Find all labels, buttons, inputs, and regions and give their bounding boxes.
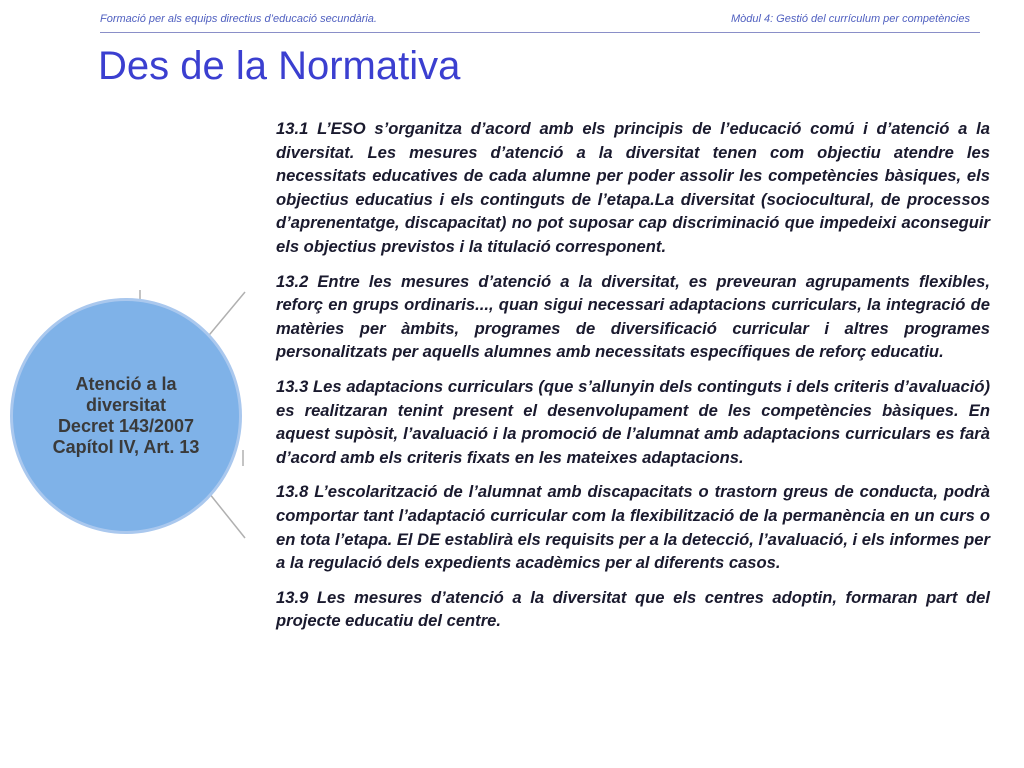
circle-line: Atenció a la [75, 374, 177, 394]
circle-line: Capítol IV, Art. 13 [52, 437, 200, 457]
header-divider [100, 32, 980, 33]
circle-line: Decret 143/2007 [57, 416, 195, 436]
header-left-text: Formació per als equips directius d’educació secundària. [100, 13, 377, 25]
paragraph-13-3: 13.3 Les adaptacions curriculars (que s’allunyin dels continguts i dels criteris d’avaluació) es realitzaran tenint present el desenvolupament de les competències bàsiques. En aquest supòsit, l’avaluació i la promoció de l’alumnat amb adaptacions curriculars es farà d’acord amb els criteris fixats en les mateixes adaptacions. [276, 376, 990, 467]
circle-label [53, 374, 200, 458]
diagram-central-circle [10, 298, 242, 534]
header-right-text: Mòdul 4: Gestió del currículum per competències [730, 13, 970, 25]
connector-line-upper [205, 292, 245, 340]
diagram-fragment [0, 270, 260, 560]
circle-line: diversitat [85, 395, 167, 415]
paragraph-13-1: 13.1 L’ESO s’organitza d’acord amb els principis de l’educació comú i d’atenció a la diversitat. Les mesures d’atenció a la diversitat tenen com objectiu atendre les necessitats educatives de cada alumne per poder assolir les competències bàsiques, els objectius educatius i els continguts de l’etapa.La diversitat (sociocultural, de processos d’aprenentatge, discapacitat) no pot suposar cap discriminació que impedeixi aconseguir els objectius previstos i la titulació corresponent. [276, 119, 990, 256]
article-text [276, 117, 990, 644]
page-title: Des de la Normativa [98, 44, 461, 88]
paragraph-13-9: 13.9 Les mesures d’atenció a la diversitat que els centres adoptin, formaran part del projecte educatiu del centre. [276, 587, 990, 631]
paragraph-13-2: 13.2 Entre les mesures d’atenció a la diversitat, es preveuran agrupaments flexibles, reforç en grups ordinaris..., quan sigui necessari adaptacions curriculars, la integració de matèries per àmbits, programes de diversificació curricular i altres programes personalitzats per aquells alumnes amb necessitats específiques de reforç educatiu. [276, 271, 990, 362]
paragraph-13-8: 13.8 L’escolarització de l’alumnat amb discapacitats o trastorn greus de conducta, podrà comportar tant l’adaptació curricular com la flexibilització de la permanència en un curs o en tota l’etapa. El DE establirà els requisits per a la detecció, l’avaluació, i els informes per a la regulació dels expedients acadèmics per al diferents casos. [276, 482, 990, 573]
